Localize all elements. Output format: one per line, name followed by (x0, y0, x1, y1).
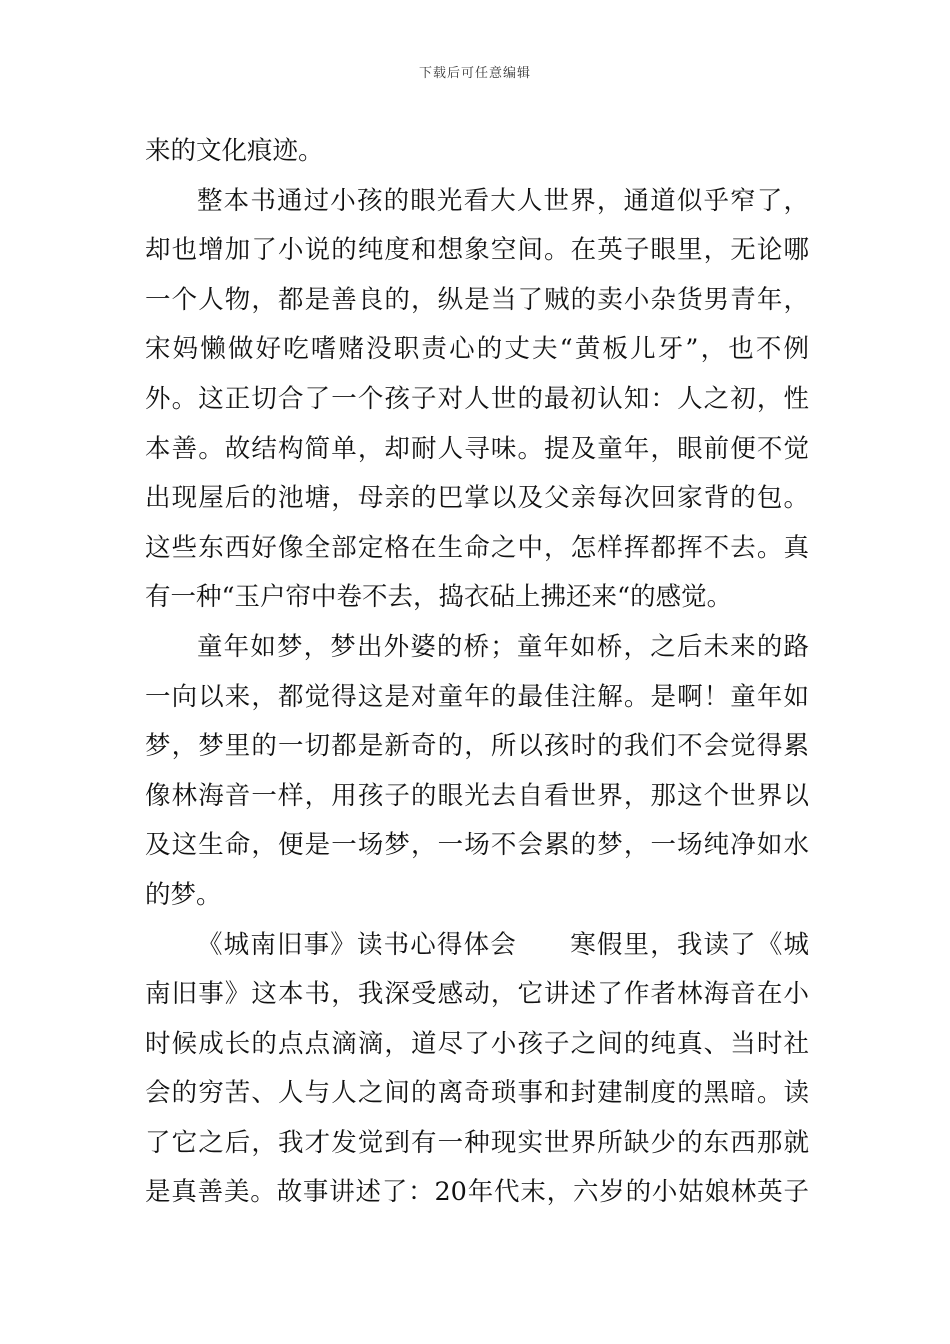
text-line: 是真善美。故事讲述了：20年代末，六岁的小姑娘林英子 (145, 1177, 809, 1208)
text-line: 了它之后，我才发觉到有一种现实世界所缺少的东西那就 (145, 1127, 809, 1158)
text-line: 会的穷苦、人与人之间的离奇琐事和封建制度的黑暗。读 (145, 1078, 809, 1109)
text-line: 本善。故结构简单，却耐人寻味。提及童年，眼前便不觉 (145, 433, 809, 464)
text-line: 童年如梦，梦出外婆的桥；童年如桥，之后未来的路 (197, 631, 809, 662)
text-line: 的梦。 (145, 879, 222, 910)
text-line: 一向以来，都觉得这是对童年的最佳注解。是啊！童年如 (145, 681, 809, 712)
text-line: 南旧事》这本书，我深受感动，它讲述了作者林海音在小 (145, 979, 809, 1010)
text-line: 及这生命，便是一场梦，一场不会累的梦，一场纯净如水 (145, 830, 809, 861)
text-line: 这些东西好像全部定格在生命之中，怎样挥都挥不去。真 (145, 532, 809, 563)
text-line: 出现屋后的池塘，母亲的巴掌以及父亲每次回家背的包。 (145, 483, 809, 514)
text-line: 有一种“玉户帘中卷不去，捣衣砧上拂还来“的感觉。 (145, 582, 733, 613)
text-line: 一个人物，都是善良的，纵是当了贼的卖小杂货男青年， (145, 284, 809, 315)
text-line: 却也增加了小说的纯度和想象空间。在英子眼里，无论哪 (145, 235, 809, 266)
text-line: 《城南旧事》读书心得体会 寒假里，我读了《城 (197, 929, 809, 960)
text-line: 时候成长的点点滴滴，道尽了小孩子之间的纯真、当时社 (145, 1028, 809, 1059)
document-body (145, 127, 809, 1218)
text-line: 整本书通过小孩的眼光看大人世界，通道似乎窄了， (197, 185, 809, 216)
text-line: 外。这正切合了一个孩子对人世的最初认知：人之初，性 (145, 383, 809, 414)
text-line: 宋妈懒做好吃嗜赌没职责心的丈夫“黄板儿牙”，也不例 (145, 334, 809, 365)
text-line: 来的文化痕迹。 (145, 136, 324, 166)
text-line: 像林海音一样，用孩子的眼光去自看世界，那这个世界以 (145, 780, 809, 811)
text-line: 梦，梦里的一切都是新奇的，所以孩时的我们不会觉得累 (145, 731, 809, 762)
page-header: 下载后可任意编辑 (418, 66, 531, 81)
